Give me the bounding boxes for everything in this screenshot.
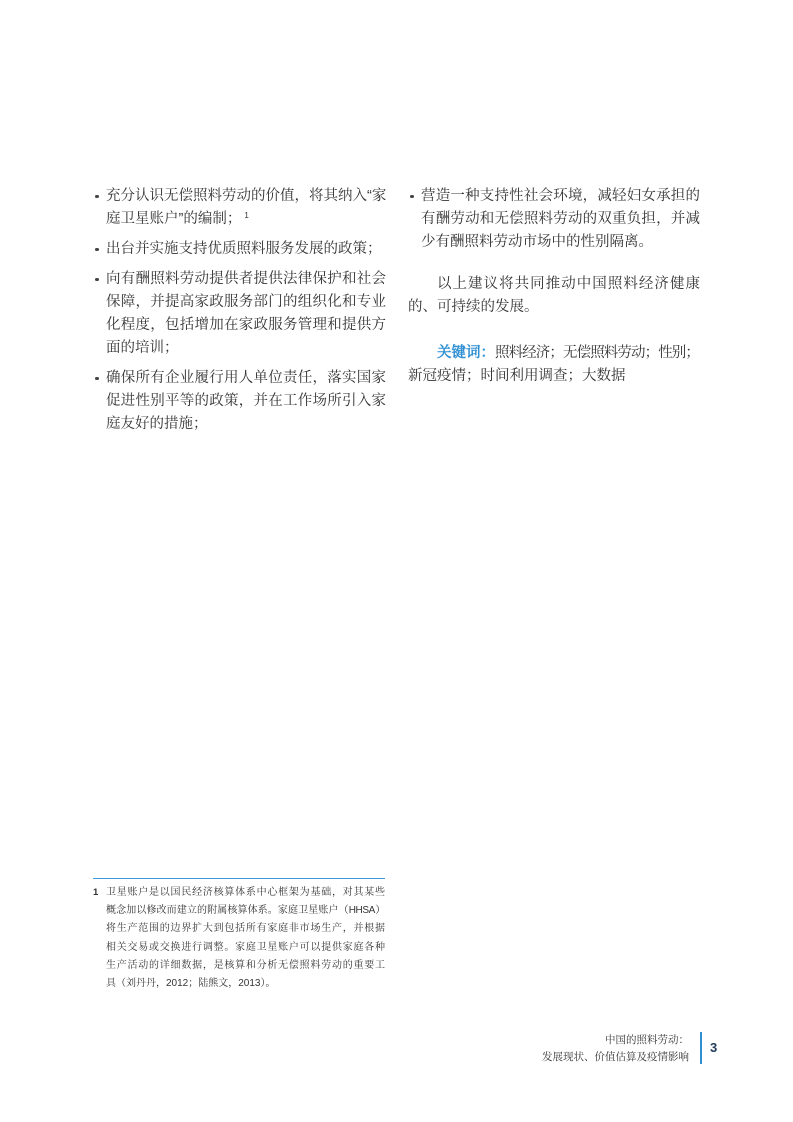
recommendations-left-column bbox=[93, 185, 386, 443]
paragraph-line: 以上建议将共同推动中国照料经济健康 bbox=[437, 275, 700, 292]
keywords-text: 照料经济；无偿照料劳动；性别； bbox=[495, 344, 699, 361]
bullet-line: 向有酬照料劳动提供者提供法律保护和社会 bbox=[106, 270, 386, 287]
footer-title-line: 中国的照料劳动： bbox=[605, 1033, 689, 1046]
footnote-line: 具（刘丹丹，2012；陆熊文，2013）。 bbox=[106, 978, 276, 990]
bullet-line: 充分认识无偿照料劳动的价值，将其纳入“家 bbox=[106, 187, 387, 204]
bullet-icon bbox=[95, 248, 99, 252]
footnote-number: 1 bbox=[93, 887, 99, 898]
bullet-item bbox=[93, 185, 386, 231]
bullet-line: 有酬劳动和无偿照料劳动的双重负担，并减 bbox=[421, 210, 700, 227]
bullet-line: 化程度，包括增加在家政服务管理和提供方 bbox=[106, 316, 386, 333]
recommendations-right-column bbox=[408, 185, 700, 388]
bullet-line: 面的培训； bbox=[106, 339, 179, 356]
footnote-divider bbox=[93, 878, 385, 879]
keywords-line: 新冠疫情；时间利用调查；大数据 bbox=[408, 367, 626, 384]
bullet-line: 确保所有企业履行用人单位责任，落实国家 bbox=[106, 369, 386, 386]
bullet-line: 保障，并提高家政服务部门的组织化和专业 bbox=[106, 293, 386, 310]
footnote-line: 将生产范围的边界扩大到包括所有家庭非市场生产，并根据 bbox=[106, 923, 385, 935]
footnote-reference[interactable]: 1 bbox=[244, 210, 249, 220]
bullet-line: 少有酬照料劳动市场中的性别隔离。 bbox=[421, 233, 653, 250]
footnote-text bbox=[106, 884, 385, 993]
running-footer-title bbox=[542, 1032, 689, 1066]
bullet-line: 庭友好的措施； bbox=[106, 415, 208, 432]
bullet-line: 促进性别平等的政策，并在工作场所引入家 bbox=[106, 392, 386, 409]
footer-subtitle-line: 发展现状、价值估算及疫情影响 bbox=[542, 1050, 689, 1063]
bullet-line: 出台并实施支持优质照料服务发展的政策； bbox=[106, 240, 382, 257]
bullet-icon bbox=[410, 195, 414, 199]
footnote-line: 相关交易或交换进行调整。家庭卫星账户可以提供家庭各种 bbox=[106, 941, 385, 953]
bullet-line bbox=[106, 208, 386, 231]
page-number: 3 bbox=[710, 1040, 718, 1055]
footer-divider bbox=[700, 1032, 702, 1064]
bullet-icon bbox=[95, 278, 99, 282]
footnote-line: 概念加以修改而建立的附属核算体系。家庭卫星账户（HHSA） bbox=[106, 905, 385, 917]
keywords-block bbox=[408, 342, 700, 388]
summary-paragraph bbox=[408, 273, 700, 319]
bullet-item bbox=[93, 268, 386, 360]
footnote-line: 生产活动的详细数据，是核算和分析无偿照料劳动的重要工 bbox=[106, 959, 385, 971]
bullet-line-text: 庭卫星账户”的编制； bbox=[106, 210, 242, 227]
paragraph-line: 的、可持续的发展。 bbox=[408, 298, 539, 315]
footnote bbox=[93, 884, 385, 993]
keywords-line bbox=[408, 342, 700, 365]
footnote-line: 卫星账户是以国民经济核算体系中心框架为基础，对其某些 bbox=[106, 887, 385, 898]
keywords-label: 关键词： bbox=[437, 344, 495, 361]
bullet-item bbox=[93, 367, 386, 436]
bullet-icon bbox=[95, 377, 99, 381]
bullet-item bbox=[93, 238, 386, 261]
bullet-item bbox=[408, 185, 700, 254]
bullet-line: 营造一种支持性社会环境，减轻妇女承担的 bbox=[421, 187, 700, 204]
bullet-icon bbox=[95, 195, 99, 199]
